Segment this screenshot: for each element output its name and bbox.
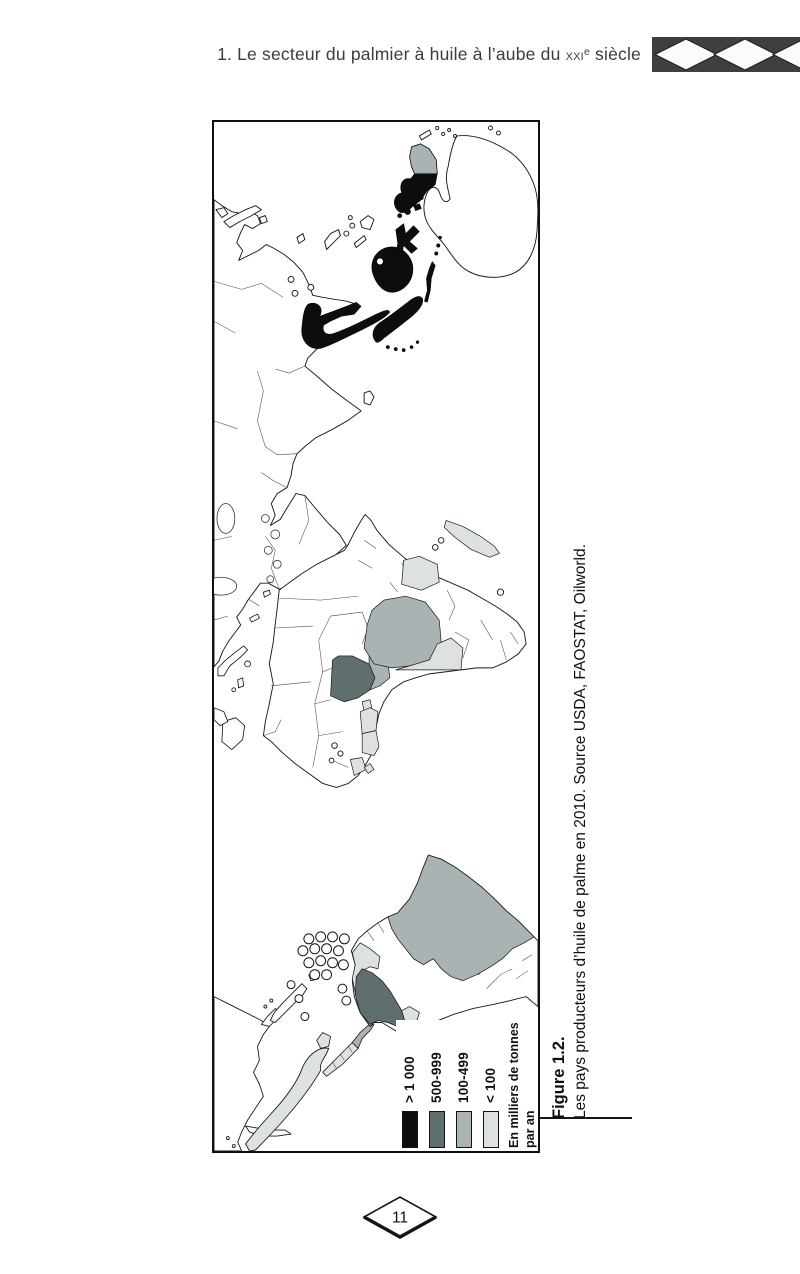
legend-row [450,1020,477,1148]
sardinia [238,678,244,688]
lake-ring [271,530,280,539]
chapter-header [0,44,641,65]
region-moluccas [398,213,402,217]
lake-ring [267,576,274,583]
diamond-band-decoration [652,37,800,72]
brunei-ring [376,258,383,265]
world-map-rotated [214,122,538,1151]
legend-row [423,1020,450,1148]
caspian-sea [217,504,235,534]
map-legend [396,1020,538,1148]
island-ring [292,290,298,296]
corsica [232,688,236,692]
mentawai-islet [410,346,413,349]
legend-swatch-gt1000 [402,1111,418,1148]
chapter-header-century-sup: e [583,46,590,58]
lake-ring [273,560,281,568]
mauritius-circle [497,589,503,595]
page-number: 11 [391,1209,409,1227]
solomon-islet [448,128,451,131]
scattered-circle [287,981,295,989]
lake-ring [261,514,269,522]
scattered-circle [301,1013,309,1021]
solomon-islet [454,134,457,137]
pacific-islet [442,132,445,135]
legend-swatch-100-499 [456,1111,472,1148]
figure-caption-text: Les pays producteurs d’huile de palme en 2010. Source USDA, FAOSTAT, Oilworld. [571,544,589,1119]
panama-coast-circle [338,984,347,993]
legend-unit-line2: par an [522,1110,537,1148]
legend-row [477,1020,504,1148]
legend-label-gt1000: > 1 000 [402,1056,417,1103]
figure-caption [549,471,605,1119]
kyushu [259,216,267,224]
region-ghana [360,708,378,734]
legend-row [396,1020,423,1148]
legend-unit-line1: En milliers de tonnes [507,1022,521,1148]
mentawai-islet [402,348,405,351]
legend-unit [507,1020,538,1148]
visayas-islet [348,216,352,220]
mentawai-islet [416,341,419,344]
scattered-circle [295,995,303,1003]
legend-label-500-999: 500-999 [429,1052,444,1103]
pacific-islet [489,126,493,130]
hainan-ring [308,284,314,290]
visayas-islet [350,223,355,228]
west-africa-circle [329,758,334,763]
chapter-header-text: 1. Le secteur du palmier à huile à l’aube du [217,44,566,64]
bahamas-islet [264,1005,267,1008]
figure-caption-rotated [549,471,605,1119]
sicily [245,661,251,667]
lesser-sunda-islet [434,252,438,256]
chapter-header-text-end: siècle [589,44,641,64]
panama-coast-circle [342,996,351,1005]
island-ring [288,276,294,282]
page-number-diamond [358,1192,442,1242]
region-cote-divoire [362,731,379,756]
legend-swatch-lt100 [483,1111,499,1148]
figure-label: Figure 1.2. [550,1036,568,1119]
lake-ring [264,546,272,554]
pacific-islet [232,1145,235,1148]
chapter-header-century: xxi [565,47,584,64]
west-africa-circle [338,751,343,756]
legend-label-lt100: < 100 [483,1067,498,1103]
legend-label-100-499: 100-499 [456,1052,471,1103]
west-africa-circle [332,743,338,749]
mentawai-islet [386,345,389,348]
comoros-circle [438,538,444,544]
bahamas-islet [270,999,273,1002]
lesser-sunda-islet [439,236,442,239]
visayas-islet [344,231,349,236]
pacific-islet [226,1137,229,1140]
pacific-islet [497,131,501,135]
pacific-islet [436,126,439,129]
comoros-circle [433,545,439,551]
map-legend-rotated [396,1020,538,1148]
legend-swatch-500-999 [429,1111,445,1148]
figure-map-frame [212,120,540,1153]
lesser-sunda-islet [436,244,440,248]
mentawai-islet [394,347,397,350]
